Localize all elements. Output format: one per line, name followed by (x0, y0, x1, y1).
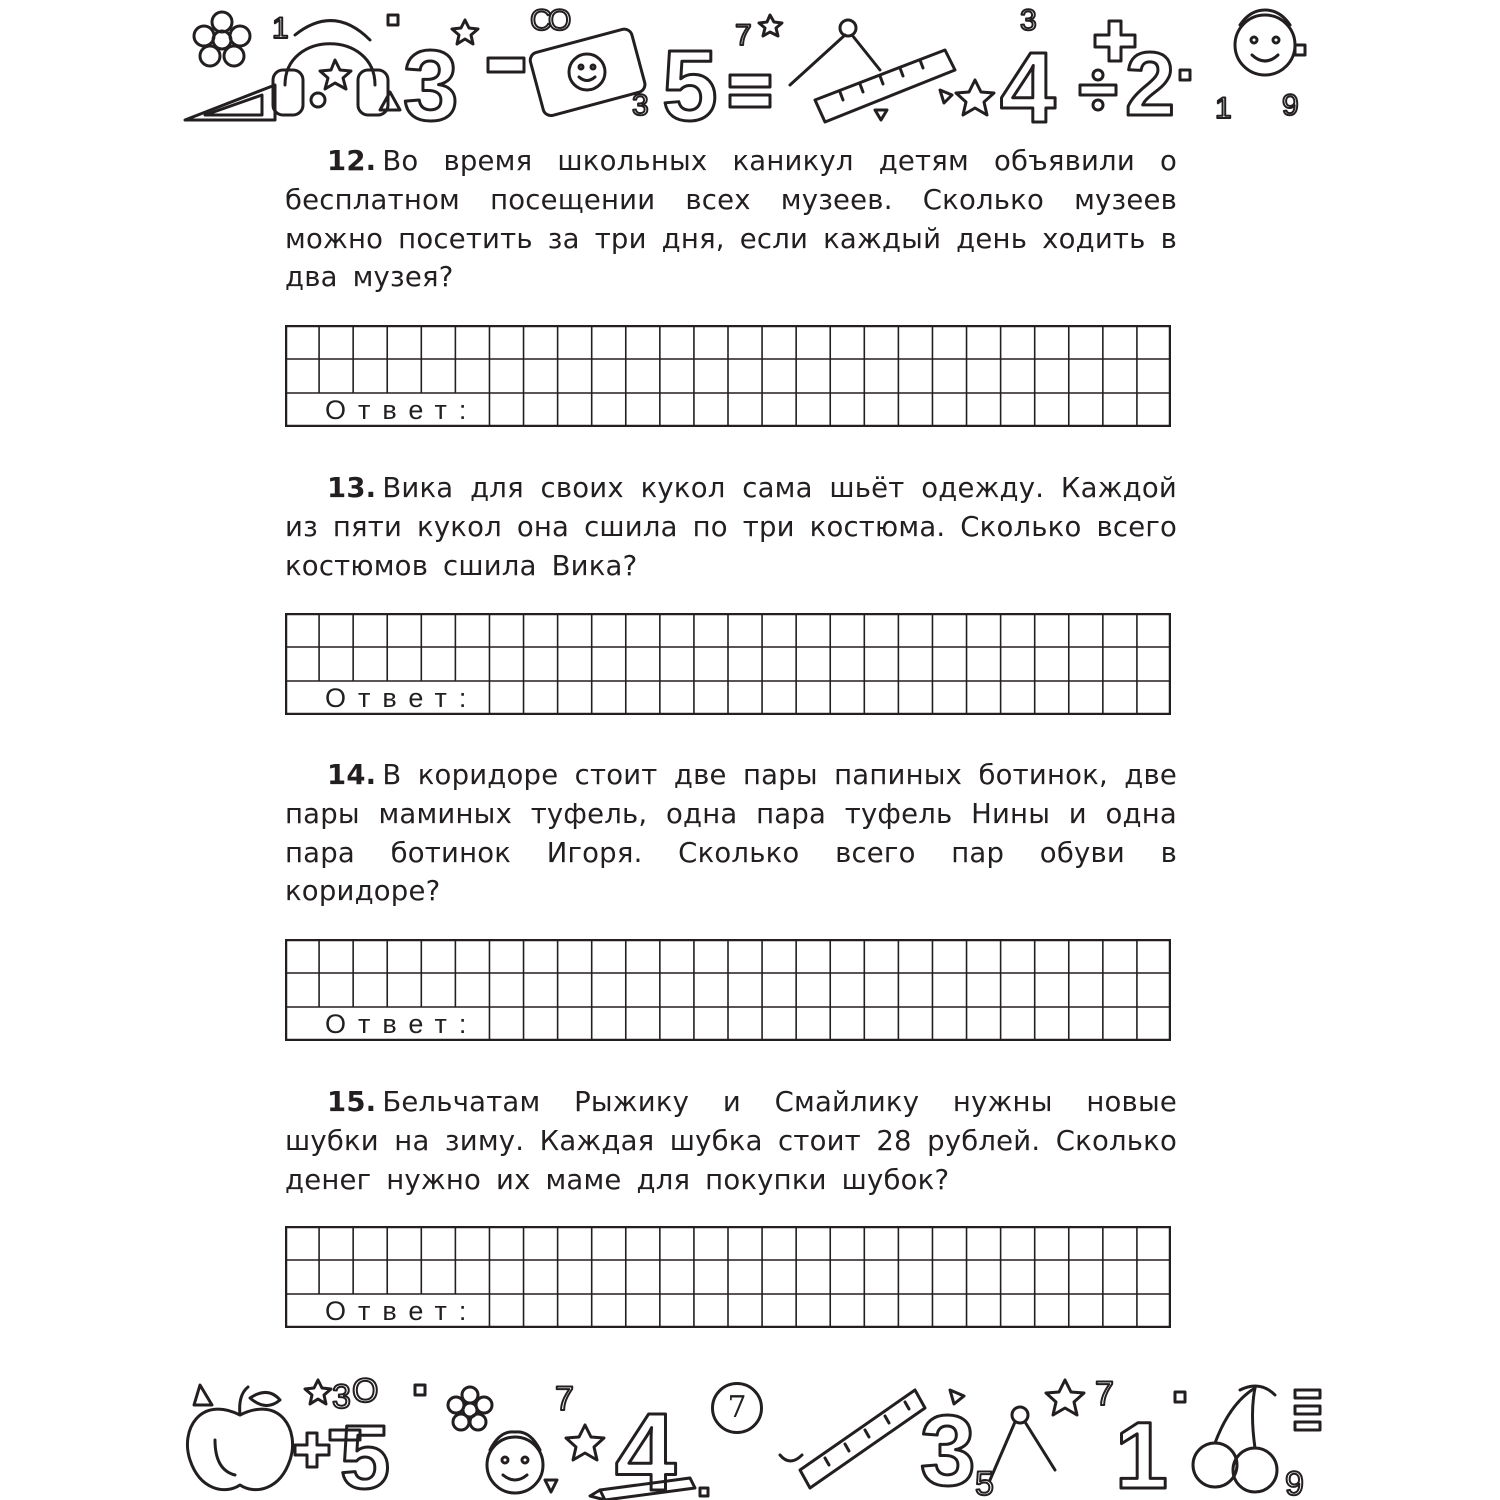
decor-digit-1-right: 1 (1215, 92, 1232, 125)
decor-digit-4: 4 (1000, 32, 1056, 135)
problem-number: 13. (327, 472, 377, 504)
problem-number: 14. (327, 759, 377, 791)
compass-icon (790, 20, 880, 85)
decor-digit-3-small: 3 (332, 1378, 351, 1416)
answer-label: Ответ: (325, 395, 479, 425)
equals-sign-icon (730, 75, 770, 107)
decor-digit-7-right: 7 (1095, 1375, 1114, 1413)
answer-grid-13[interactable] (285, 613, 1171, 715)
flower-icon (448, 1387, 492, 1430)
equals-sign-icon (1295, 1390, 1320, 1430)
smiley-face-icon (1235, 10, 1295, 75)
star-icon (1046, 1380, 1084, 1415)
compass-icon (990, 1407, 1055, 1480)
plus-sign-icon (295, 1433, 329, 1467)
problem-13-text-block (285, 469, 1177, 585)
ruler-icon (800, 1390, 925, 1488)
division-sign-icon (1080, 70, 1116, 110)
star-icon (320, 60, 351, 89)
decor-digit-4: 4 (615, 1391, 677, 1500)
problem-14-text-block (285, 756, 1177, 911)
problem-15 (285, 1083, 1177, 1199)
decor-digit-1: 1 (272, 12, 289, 45)
phone-icon (528, 27, 646, 117)
problem-14 (285, 756, 1177, 911)
decor-digit-7: 7 (735, 19, 752, 52)
triangle-ruler-icon (185, 85, 275, 120)
problem-12-text-block (285, 142, 1177, 297)
apple-icon (187, 1387, 292, 1490)
problem-text: Во время школьных каникул детям объявили о бесплатном посещении всех музеев. Сколько музеев можно посетить за три дня, если каждый день ходить в два музея? (285, 145, 1177, 294)
star-icon (566, 1425, 604, 1460)
top-decorative-border (0, 0, 1500, 135)
star-icon (956, 80, 994, 115)
decor-letter-c: C (530, 4, 552, 37)
decor-digit-3-top: 3 (1020, 4, 1037, 37)
star-icon (305, 1380, 331, 1404)
boy-face-icon (487, 1432, 543, 1493)
answer-label: Ответ: (325, 683, 479, 713)
decor-digit-5: 5 (340, 1408, 391, 1500)
problem-number: 15. (327, 1086, 377, 1118)
decor-digit-1: 1 (1115, 1403, 1168, 1500)
decor-letter-o: O (352, 1372, 379, 1410)
decor-digit-9: 9 (1285, 1465, 1304, 1500)
page-number: 7 (711, 1382, 763, 1434)
decor-digit-5-small: 5 (975, 1465, 994, 1500)
problem-12 (285, 142, 1177, 297)
minus-sign-icon (488, 58, 524, 72)
flower-icon (194, 12, 250, 66)
problem-13 (285, 469, 1177, 585)
smile-curve-icon (780, 1455, 802, 1461)
answer-label: Ответ: (325, 1296, 479, 1326)
answer-grid-14[interactable] (285, 939, 1171, 1041)
answer-label: Ответ: (325, 1009, 479, 1039)
problem-number: 12. (327, 145, 377, 177)
answer-grid-12[interactable] (285, 325, 1171, 427)
decor-digit-3: 3 (920, 1395, 976, 1500)
decor-letter-o: O (548, 4, 572, 37)
decor-digit-3: 3 (403, 30, 459, 135)
decor-digit-3-small: 3 (632, 89, 649, 122)
problem-text: В коридоре стоит две пары папиных ботинок, две пары маминых туфель, одна пара туфель Нины и одна пара ботинок Игоря. Сколько всего пар обуви в коридоре? (285, 759, 1177, 908)
star-icon (759, 15, 782, 36)
decor-digit-9: 9 (1282, 89, 1299, 122)
answer-grid-15[interactable] (285, 1226, 1171, 1328)
decor-digit-5: 5 (662, 30, 718, 135)
problem-15-text-block (285, 1083, 1177, 1199)
problem-text: Бельчатам Рыжику и Смайлику нужны новые шубки на зиму. Каждая шубка стоит 28 рублей. Сколько денег нужно их маме для покупки шубок? (285, 1086, 1177, 1196)
decor-digit-2: 2 (1125, 35, 1176, 135)
decor-digit-7: 7 (555, 1380, 574, 1418)
problem-text: Вика для своих кукол сама шьёт одежду. Каждой из пяти кукол она сшила по три костюма. Сколько всего костюмов сшила Вика? (285, 472, 1177, 582)
cherry-icon (1193, 1386, 1277, 1492)
